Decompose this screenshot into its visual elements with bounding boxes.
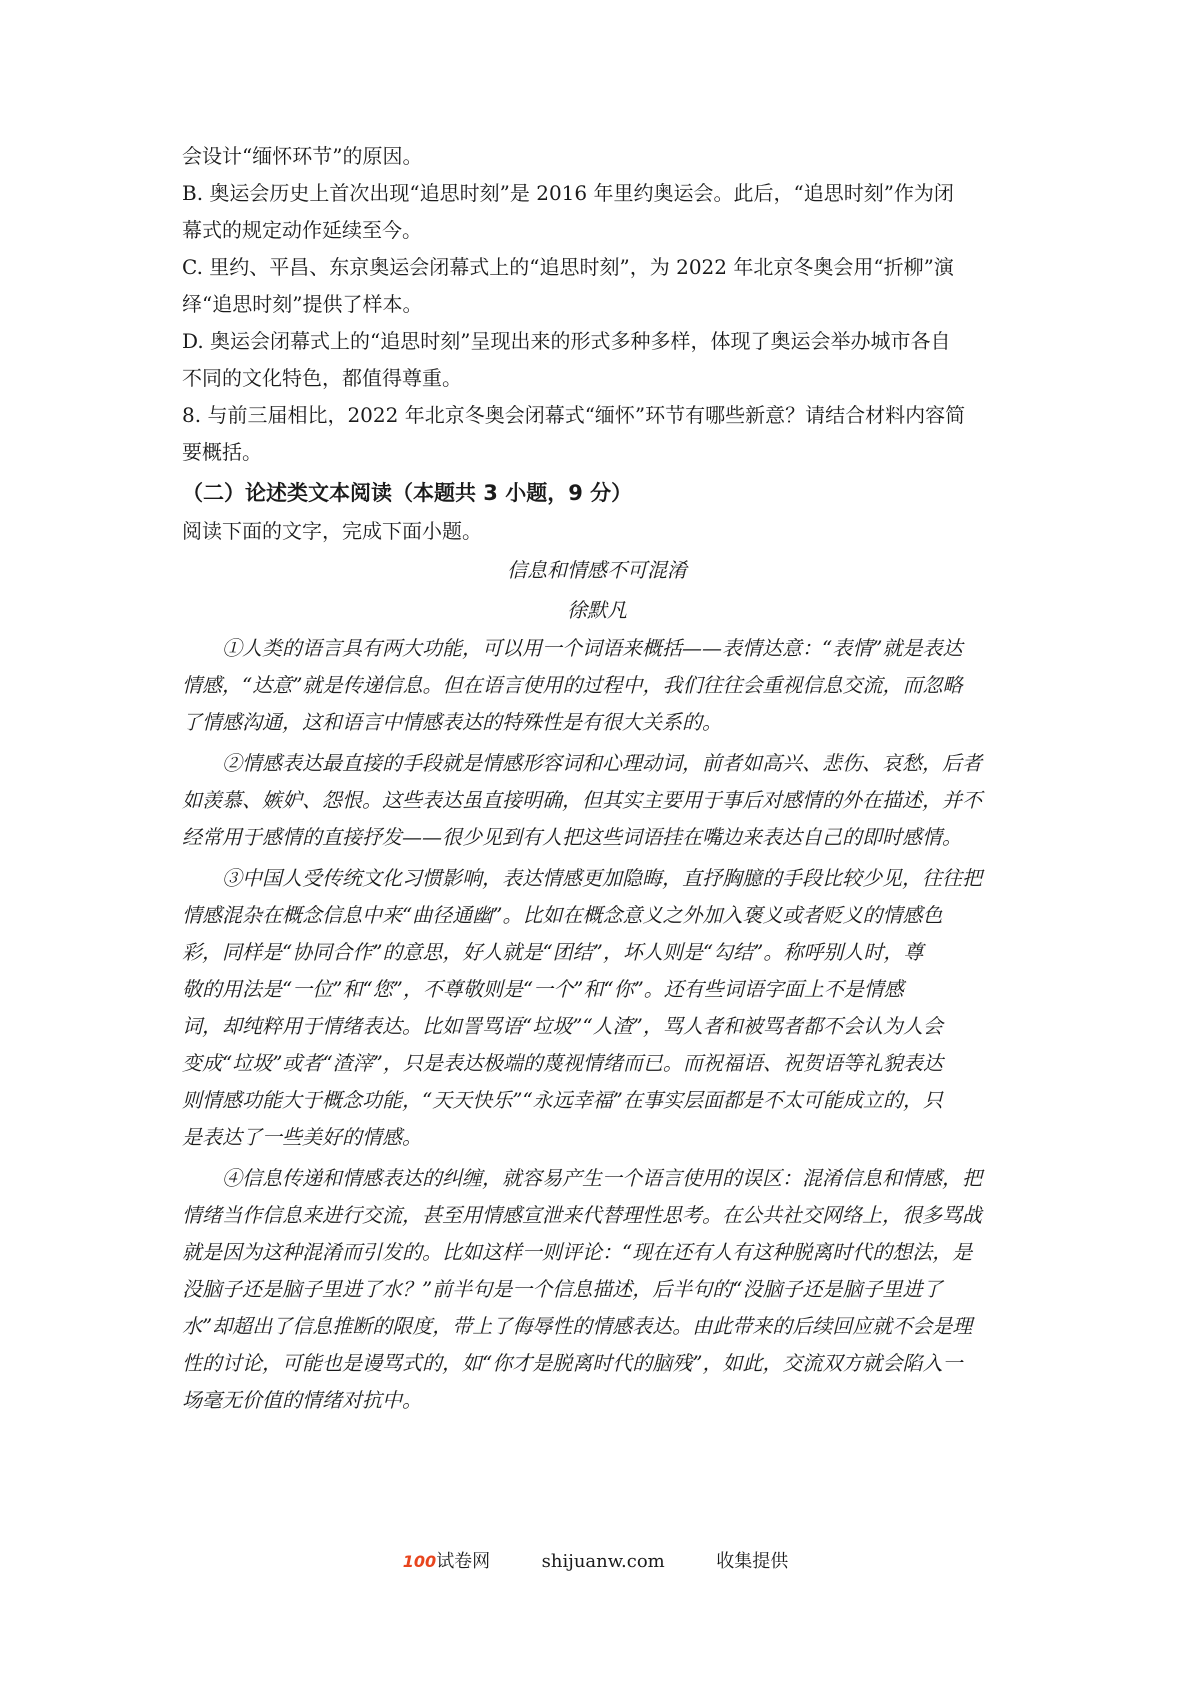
paragraph-2-line: ②情感表达最直接的手段就是情感形容词和心理动词，前者如高兴、悲伤、哀愁，后者 <box>222 751 982 775</box>
paragraph-3-line: ③中国人受传统文化习惯影响，表达情感更加隐晦，直抒胸臆的手段比较少见，往往把 <box>222 866 982 890</box>
option-c-line1: C. 里约、平昌、东京奥运会闭幕式上的“追思时刻”，为 2022 年北京冬奥会用“折柳”演 <box>182 255 954 279</box>
paragraph-3-line: 情感混杂在概念信息中来“曲径通幽”。比如在概念意义之外加入褒义或者贬义的情感色 <box>182 903 943 927</box>
paragraph-1-line: ①人类的语言具有两大功能，可以用一个词语来概括——表情达意：“表情”就是表达 <box>222 636 963 660</box>
site-logo: 100 <box>402 1552 437 1571</box>
section-heading: （二）论述类文本阅读（本题共 3 小题，9 分） <box>182 481 633 505</box>
option-b-line1: B. 奥运会历史上首次出现“追思时刻”是 2016 年里约奥运会。此后，“追思时刻”作为闭 <box>182 181 954 205</box>
paragraph-3-line: 是表达了一些美好的情感。 <box>182 1125 422 1149</box>
option-b-line2: 幕式的规定动作延续至今。 <box>182 218 422 242</box>
section-instruction: 阅读下面的文字，完成下面小题。 <box>182 519 482 543</box>
option-d-line2: 不同的文化特色，都值得尊重。 <box>182 366 462 390</box>
article-title: 信息和情感不可混淆 <box>507 558 687 582</box>
article-author: 徐默凡 <box>567 598 627 622</box>
paragraph-3-line: 变成“垃圾”或者“渣滓”，只是表达极端的蔑视情绪而已。而祝福语、祝贺语等礼貌表达 <box>182 1051 943 1075</box>
option-d-line1: D. 奥运会闭幕式上的“追思时刻”呈现出来的形式多种多样，体现了奥运会举办城市各自 <box>182 329 951 353</box>
paragraph-1-line: 情感，“达意”就是传递信息。但在语言使用的过程中，我们往往会重视信息交流，而忽略 <box>182 673 963 697</box>
site-url[interactable]: shijuanw.com <box>541 1551 665 1572</box>
paragraph-3 <box>182 860 1012 1156</box>
paragraph-4-line: 就是因为这种混淆而引发的。比如这样一则评论：“现在还有人有这种脱离时代的想法，是 <box>182 1240 973 1264</box>
site-name: 试卷网 <box>436 1551 491 1572</box>
paragraph-4-line: 场毫无价值的情绪对抗中。 <box>182 1388 422 1412</box>
paragraph-2-line: 经常用于感情的直接抒发——很少见到有人把这些词语挂在嘴边来表达自己的即时感情。 <box>182 825 962 849</box>
paragraph-3-line: 彩，同样是“协同合作”的意思，好人就是“团结”，坏人则是“勾结”。称呼别人时，尊 <box>182 940 924 964</box>
provided-by: 收集提供 <box>716 1551 789 1572</box>
paragraph-4-line: 没脑子还是脑子里进了水？”前半句是一个信息描述，后半句的“没脑子还是脑子里进了 <box>182 1277 943 1301</box>
option-c-line2: 绎“追思时刻”提供了样本。 <box>182 292 423 316</box>
paragraph-4-line: 情绪当作信息来进行交流，甚至用情感宣泄来代替理性思考。在公共社交网络上，很多骂战 <box>182 1203 982 1227</box>
option-a-tail: 会设计“缅怀环节”的原因。 <box>182 144 423 168</box>
paragraph-3-line: 词，却纯粹用于情绪表达。比如詈骂语“垃圾”“人渣”，骂人者和被骂者都不会认为人会 <box>182 1014 943 1038</box>
paragraph-4-line: 性的讨论，可能也是谩骂式的，如“你才是脱离时代的脑残”，如此，交流双方就会陷入一 <box>182 1351 963 1375</box>
paragraph-2 <box>182 745 1012 856</box>
paragraph-4 <box>182 1160 1012 1419</box>
paragraph-3-line: 则情感功能大于概念功能，“天天快乐”“永远幸福”在事实层面都是不太可能成立的，只 <box>182 1088 943 1112</box>
paragraph-3-line: 敬的用法是“一位”和“您”，不尊敬则是“一个”和“你”。还有些词语字面上不是情感 <box>182 977 904 1001</box>
paragraph-2-line: 如羡慕、嫉妒、怨恨。这些表达虽直接明确，但其实主要用于事后对感情的外在描述，并不 <box>182 788 982 812</box>
question-8-line2: 要概括。 <box>182 440 262 464</box>
paragraph-4-line: ④信息传递和情感表达的纠缠，就容易产生一个语言使用的误区：混淆信息和情感，把 <box>222 1166 982 1190</box>
paragraph-4-line: 水”却超出了信息推断的限度，带上了侮辱性的情感表达。由此带来的后续回应就不会是理 <box>182 1314 973 1338</box>
question-8-line1: 8. 与前三届相比，2022 年北京冬奥会闭幕式“缅怀”环节有哪些新意？请结合材料内容简 <box>182 403 966 427</box>
page-content <box>182 138 1012 1419</box>
paragraph-1 <box>182 630 1012 741</box>
paragraph-1-line: 了情感沟通，这和语言中情感表达的特殊性是有很大关系的。 <box>182 710 722 734</box>
page-footer <box>0 1548 1191 1576</box>
